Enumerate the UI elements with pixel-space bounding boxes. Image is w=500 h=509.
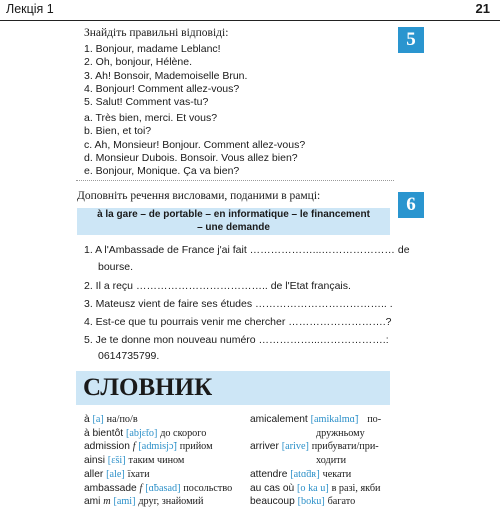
vocab-entry-cont: дружньому [316,427,365,439]
sentence-1-cont: bourse. [98,261,134,273]
question-line: 2. Oh, bonjour, Hélène. [84,56,192,69]
question-line: 3. Ah! Bonsoir, Mademoiselle Brun. [84,69,248,82]
sentence-4: 4. Est-ce que tu pourrais venir me chercher ……………………….? [84,316,392,328]
vocab-entry: attendre [atɑ̃dʀ] чекати [250,468,352,480]
vocab-entry: au cas où [o ka u] в разі, якби [250,482,381,494]
question-line: 4. Bonjour! Comment allez-vous? [84,82,240,95]
question-line: 5. Salut! Comment vas-tu? [84,96,209,109]
vocab-entry: arriver [arive] прибувати/при- [250,441,379,453]
vocab-entry: à [a] на/по/в [84,414,138,425]
vocab-entry: à bientôt [abjɛ̃to] до скорого [84,427,207,439]
vocab-entry: ambassade f [ɑ̃basad] посольство [84,482,233,494]
vocab-entry: admission f [admisjɔ̃] прийом [84,441,213,453]
answer-line: e. Bonjour, Monique. Ça va bien? [84,165,240,178]
answer-line: c. Ah, Monsieur! Bonjour. Comment allez-vous? [84,138,306,151]
page-header [0,0,500,21]
vocabulary-column-right [250,413,381,509]
vocab-entry: ami m [ami] друг, знайомий [84,496,204,508]
word-bank-line: à la gare – de portable – en informatique – le financement [97,209,370,220]
vocab-entry: aller [ale] їхати [84,468,150,480]
word-bank-box [77,208,390,235]
question-line: 1. Bonjour, madame Leblanc! [84,43,221,55]
sentence-5: 5. Je te donne mon nouveau numéro ……………...……………….: [84,334,389,346]
section-divider [76,180,394,181]
vocab-entry: amicalement [amikalmɑ̃] по- [250,414,382,425]
exercise-6-instruction: Доповніть речення висловами, поданими в рамці: [77,190,321,202]
exercise-5-instruction: Знайдіть правильні відповіді: [84,27,229,39]
sentence-5-cont: 0614735799. [98,350,160,362]
vocab-entry-cont: ходити [316,455,347,467]
page-number: 21 [475,1,490,16]
vocabulary-banner [76,371,390,405]
word-bank-line: – une demande [197,222,270,233]
exercise-5-answers [84,112,305,178]
vocabulary-column-left [84,413,232,509]
sentence-1: 1. A l'Ambassade de France j'ai fait ………………...………………… de [84,244,410,256]
answer-line: a. Très bien, merci. Et vous? [84,112,218,124]
exercise-5-questions [84,43,247,109]
vocab-entry: beaucoup [boku] багато [250,496,356,508]
sentence-3: 3. Mateusz vient de faire ses études ……………………………….. . [84,298,393,310]
vocabulary-title: СЛОВНИК [83,374,213,401]
lecture-title: Лекція 1 [6,2,54,16]
sentence-2: 2. Il a reçu ……………………………….. de l'Etat français. [84,280,351,292]
exercise-number-6: 6 [398,192,424,218]
vocab-entry: ainsi [ɛ̃si] таким чином [84,455,185,467]
answer-line: b. Bien, et toi? [84,125,152,138]
answer-line: d. Monsieur Dubois. Bonsoir. Vous allez bien? [84,151,298,164]
exercise-number-5: 5 [398,27,424,53]
